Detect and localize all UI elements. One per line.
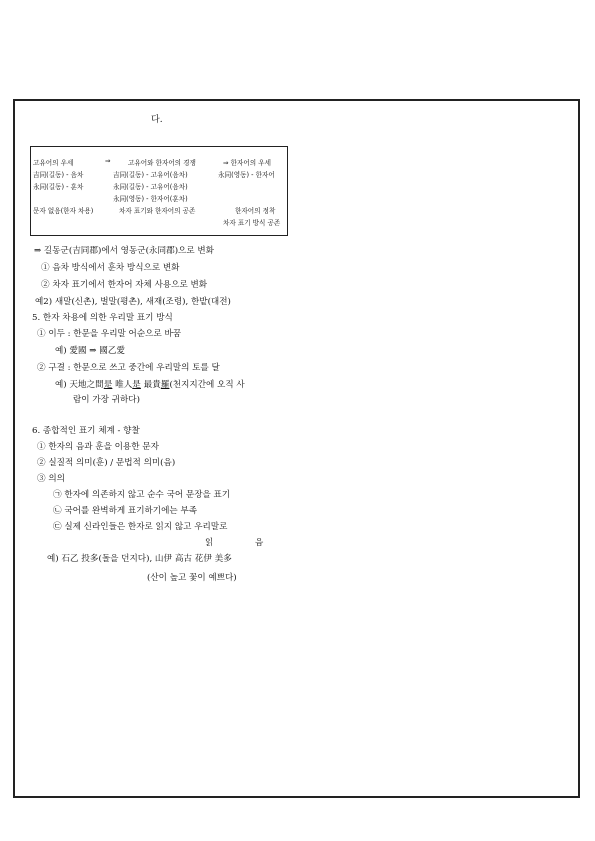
line-item-2: ② 차자 표기에서 한자어 자체 사용으로 변화 [41, 280, 208, 290]
cell-competition: 고유어와 한자어의 경쟁 [128, 159, 196, 167]
line-hyangchal-translation: (산이 높고 꽃이 예쁘다) [147, 573, 237, 583]
line-sound-label: 음 [255, 538, 264, 548]
line-read-label: 읽 [205, 538, 214, 548]
table-row-2 [33, 169, 275, 179]
page-frame [13, 99, 580, 798]
text: 예) 天地之間 [55, 380, 104, 390]
section-5-heading: 5. 한자 차용에 의한 우리말 표기 방식 [32, 313, 173, 323]
cell: 永同(영동) - 한자어(훈차) [113, 195, 188, 203]
header-text: 다. [151, 115, 163, 125]
text: (천지지간에 오직 사 [169, 380, 245, 390]
line-hyangchal-example: 예) 石乙 投多(돌을 던지다), 山伊 高古 花伊 美多 [47, 554, 232, 564]
cell: 문자 없음(한자 차용) [33, 207, 94, 215]
line-idu: ① 이두 : 한문을 우리말 어순으로 바꿈 [37, 329, 182, 339]
line-hyangchal-1: ① 한자의 음과 훈을 이용한 문자 [37, 442, 159, 452]
line-change: ⇒ 길동군(吉同郡)에서 영동군(永同郡)으로 변화 [34, 246, 214, 256]
line-example-2: 예2) 새말(신촌), 벌말(평촌), 새재(조령), 한밭(대전) [35, 297, 231, 307]
text: 唯人 [112, 380, 133, 390]
table-row-3 [33, 181, 188, 191]
cell: 吉同(길동) - 고유어(음차) [113, 171, 188, 179]
arrow: ⇒ [105, 157, 111, 165]
line-gugyeol-example-cont: 람이 가장 귀하다) [73, 395, 140, 405]
cell: 永同(영동) - 한자어 [218, 171, 275, 179]
table-row-5 [33, 205, 276, 215]
line-gugyeol: ② 구결 : 한문으로 쓰고 중간에 우리말의 토를 달 [37, 363, 220, 373]
cell: 永同(길동) - 훈차 [33, 183, 84, 191]
line-item-1: ① 음차 방식에서 훈차 방식으로 변화 [41, 263, 180, 273]
cell-sino-dominance: ⇒ 한자어의 우세 [223, 159, 271, 167]
line-idu-example: 예) 愛國 ⇒ 國乙愛 [55, 346, 126, 356]
line-hyangchal-2: ② 실질적 의미(훈) / 문법적 의미(음) [37, 458, 176, 468]
section-6-heading: 6. 종합적인 표기 체계 - 향찰 [32, 426, 140, 436]
cell-native-dominance: 고유어의 우세 [33, 159, 74, 167]
underlined-particle: 羅 [160, 380, 170, 390]
line-hyangchal-3: ③ 의의 [37, 474, 65, 484]
line-significance-c: ㉢ 실제 신라인들은 한자로 읽지 않고 우리말로 [53, 522, 228, 532]
text: 最貴 [140, 380, 161, 390]
line-significance-b: ㉡ 국어를 완벽하게 표기하기에는 부족 [53, 506, 198, 516]
cell: 한자어의 정착 [235, 207, 276, 215]
cell: 차자 표기 방식 공존 [223, 219, 281, 227]
underlined-particle: 是 [103, 380, 113, 390]
cell: 차자 표기와 한자어의 공존 [119, 207, 196, 215]
comparison-table [30, 146, 288, 236]
cell: 吉同(길동) - 음차 [33, 171, 84, 179]
table-row-1 [33, 157, 271, 167]
line-gugyeol-example [55, 380, 245, 391]
underlined-particle: 是 [132, 380, 141, 390]
cell: 永同(길동) - 고유어(음차) [113, 183, 188, 191]
line-significance-a: ㉠ 한자에 의존하지 않고 순수 국어 문장을 표기 [53, 490, 231, 500]
